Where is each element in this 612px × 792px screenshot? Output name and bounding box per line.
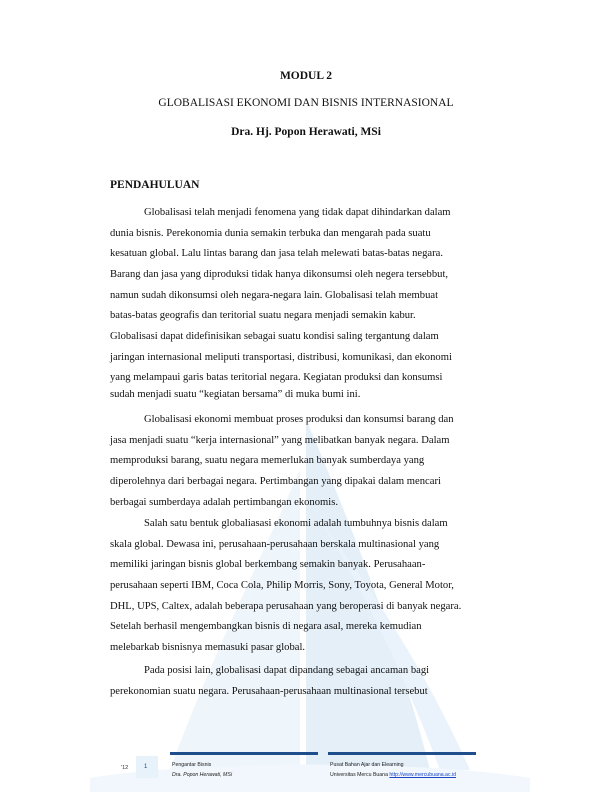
center-name: Pusat Bahan Ajar dan Elearning [330, 762, 404, 768]
paragraph-3 [110, 514, 482, 659]
paragraph-2 [110, 410, 482, 513]
paragraph-line: dunia bisnis. Perekonomia dunia semakin terbuka dan mengarah pada suatu [110, 227, 431, 239]
document-title: GLOBALISASI EKONOMI DAN BISNIS INTERNASIONAL [158, 97, 454, 109]
paragraph-line: perusahaan seperti IBM, Coca Cola, Philip Morris, Sony, Toyota, General Motor, [110, 580, 454, 592]
paragraph-line: sudah menjadi suatu “kegiatan bersama” di muka bumi ini. [110, 388, 361, 400]
paragraph-line: DHL, UPS, Caltex, adalah beberapa perusahaan yang beroperasi di banyak negara. [110, 600, 462, 612]
page-footer [0, 752, 612, 782]
university-url-link[interactable]: http://www.mercubuana.ac.id [389, 772, 457, 778]
paragraph-line: Globalisasi telah menjadi fenomena yang tidak dapat dihindarkan dalam [144, 207, 451, 218]
university-logo-icon [136, 756, 158, 778]
footer-course-block [172, 760, 232, 780]
footer-right-rule [328, 752, 476, 755]
paragraph-line: Barang dan jasa yang diproduksi tidak hanya dikonsumsi oleh negera tersebbut, [110, 269, 449, 281]
paragraph-line: diperolehnya dari berbagai negara. Pertimbangan yang dipakai dalam mencari [110, 476, 441, 488]
paragraph-line: memiliki jaringan bisnis global berkembang semakin banyak. Perusahaan- [110, 559, 426, 571]
section-heading: PENDAHULUAN [110, 179, 200, 191]
footer-center-block [330, 760, 456, 780]
paragraph-line: Setelah berhasil mengembangkan bisnis di negara asal, mereka kemudian [110, 621, 422, 633]
author-name: Dra. Hj. Popon Herawati, MSi [231, 126, 381, 138]
paragraph-line: skala global. Dewasa ini, perusahaan-perusahaan berskala multinasional yang [110, 538, 440, 550]
footer-university-line [330, 770, 456, 780]
course-author: Dra. Popon Herawati, MSi [172, 772, 232, 778]
paragraph-line: namun sudah dikonsumsi oleh negara-negara lain. Globalisasi telah membuat [110, 289, 439, 301]
paragraph-line: Globalisasi dapat didefinisikan sebagai suatu kondisi saling tergantung dalam [110, 331, 439, 343]
paragraph-4 [110, 661, 482, 702]
university-name: Universitas Mercu Buana [330, 772, 388, 778]
paragraph-line: yang melampaui garis batas teritorial negara. Kegiatan produksi dan konsumsi [110, 371, 443, 383]
logo-text: 1 [144, 764, 148, 770]
module-label: MODUL 2 [279, 70, 333, 82]
paragraph-line: Salah satu bentuk globaliasasi ekonomi adalah tumbuhnya bisnis dalam [144, 518, 448, 529]
paragraph-line: Pada posisi lain, globalisasi dapat dipandang sebagai ancaman bagi [144, 665, 430, 676]
paragraph-line: Globalisasi ekonomi membuat proses produksi dan konsumsi barang dan [144, 414, 454, 425]
course-name: Pengantar Bisnis [172, 762, 212, 768]
paragraph-1 [110, 203, 482, 403]
paragraph-line: melebarkab bisnisnya memasuki pasar global. [110, 642, 306, 654]
footer-left-rule [170, 752, 318, 755]
paragraph-line: batas-batas geografis dan teritorial suatu negara menjadi semakin kabur. [110, 310, 416, 322]
paragraph-line: perekonomian suatu negara. Perusahaan-perusahaan multinasional tersebut [110, 685, 428, 697]
paragraph-line: memproduksi barang, suatu negara memerlukan banyak sumberdaya yang [110, 455, 425, 467]
page-number: '12 [121, 765, 129, 771]
paragraph-line: berbagai sumberdaya adalah pertimbangan ekonomis. [110, 496, 338, 508]
paragraph-line: kesatuan global. Lalu lintas barang dan jasa telah melewati batas-batas negara. [110, 248, 443, 260]
paragraph-line: jasa menjadi suatu “kerja internasional” yang melibatkan banyak negara. Dalam [110, 434, 450, 446]
paragraph-line: jaringan internasional meliputi transportasi, distribusi, komunikasi, dan ekonomi [110, 351, 452, 363]
